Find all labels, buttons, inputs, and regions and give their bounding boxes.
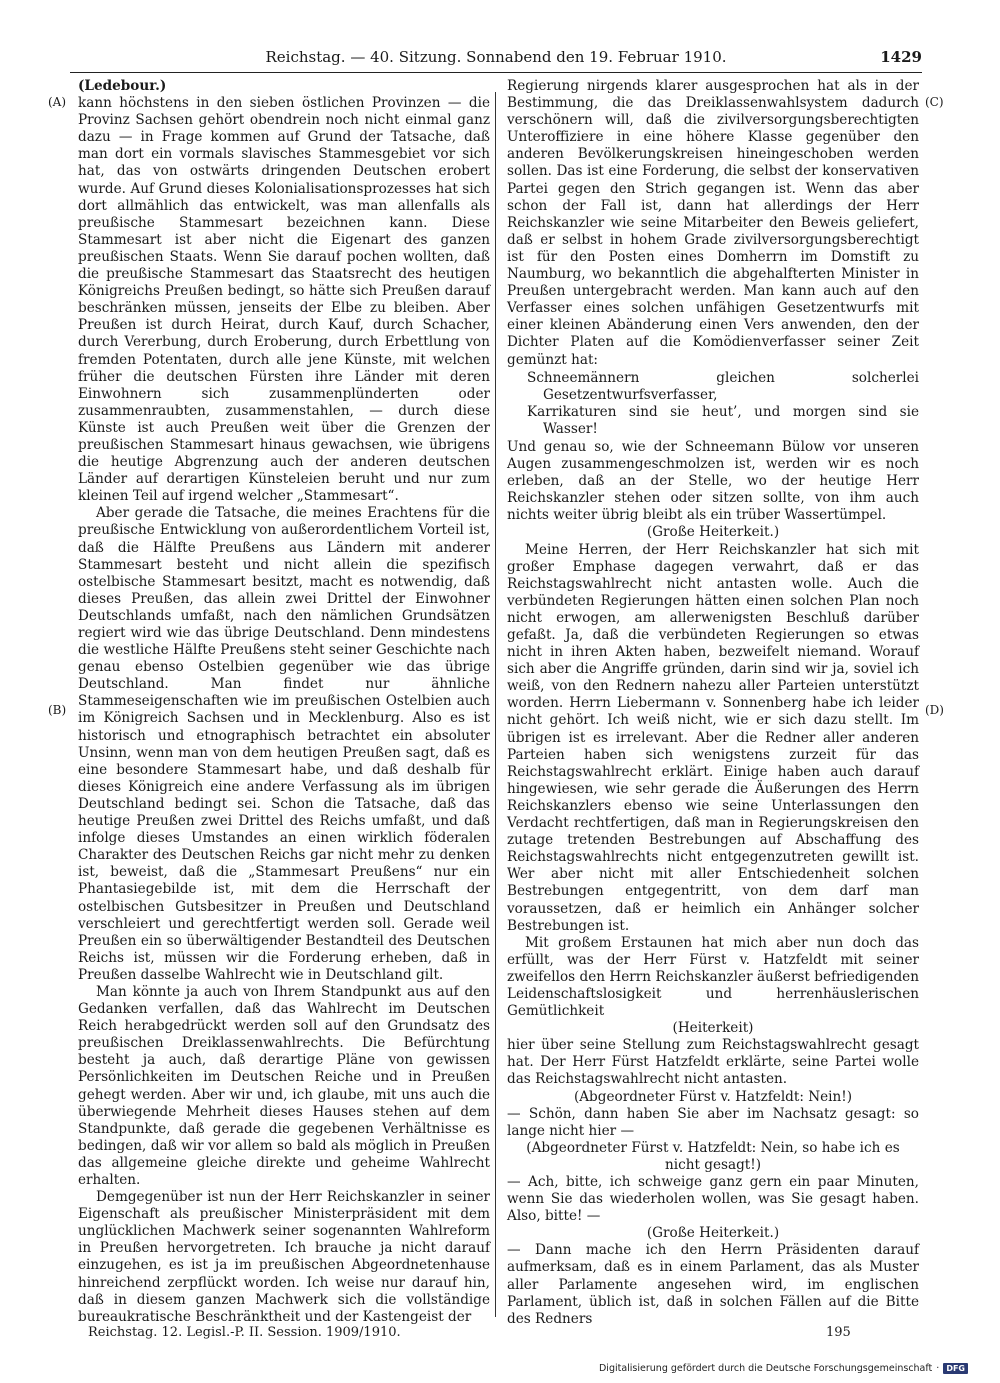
paragraph: — Ach, bitte, ich schweige ganz gern ein paar Minuten, wenn Sie das wiederholen wollen, was Sie gesagt haben. Also, bitte! —: [507, 1174, 919, 1225]
margin-marker-b: (B): [48, 703, 67, 717]
paragraph: Aber gerade die Tatsache, die meines Erachtens für die preußische Entwicklung von außerordentlichem Vorteil ist, daß die Hälfte Preußens aus Ländern mit anderer Stammesart besteht und nicht allein die spezifisch ostelbische Stammesart besitzt, macht es notwendig, daß dieses Preußen, das allein zwei Drittel der Einwohner Deutschlands umfaßt, nach den nämlichen Grundsätzen regiert wird wie das übrige Deutschland. Denn mindestens die westliche Hälfte Preußens steht seiner Geschichte nach genau ebenso Ostelbien gegenüber wie das übrige Deutschland. Man findet nur ähnliche Stammeseigenschaften wie im preußischen Ostelbien auch im Königreich Sachsen und in Mecklenburg. Also es ist historisch und etnographisch betrachtet ein absoluter Unsinn, wenn man von dem heutigen Preußen sagt, daß es eine besondere Stammesart habe, und daß deshalb für dieses Königreich eine andere Verfassung als im übrigen Deutschland bedingt sei. Schon die Tatsache, daß das heutige Preußen zwei Drittel des Reichs umfaßt, und daß infolge dieses Umstandes an einen wirklich föderalen Charakter des Deutschen Reichs gar nicht mehr zu denken ist, beweist, daß die „Stammesart Preußens“ nur ein Phantasiegebilde ist, mit dem die Herrschaft der ostelbischen Gutsbesitzer in Preußen und Deutschland verschleiert und gerechtfertigt werden soll. Gerade weil Preußen ein so überwältigender Bestandteil des Deutschen Reichs ist, müssen wir die Forderung erheben, daß in Preußen dasselbe Wahlrecht wie in Deutschland gilt.: [78, 505, 490, 983]
interjection: (Große Heiterkeit.): [646, 1225, 780, 1242]
paragraph: Demgegenüber ist nun der Herr Reichskanzler in seiner Eigenschaft als preußischer Ministerpräsident mit dem unglücklichen Machwerk seiner sogenannten Wahlreform in Preußen hervorgetreten. Ich brauche ja nicht darauf einzugehen, es ist ja im preußischen Abgeordnetenhause hinreichend zerpflückt worden. Ich weise nur darauf hin, daß in diesem ganzen Machwerk sich die vollständige bureaukratische Beschränktheit und der Kastengeist der: [78, 1189, 490, 1325]
margin-marker-a: (A): [48, 95, 67, 109]
paragraph: hier über seine Stellung zum Reichstagswahlrecht gesagt hat. Der Herr Fürst Hatzfeldt erklärte, seine Partei wolle das Reichstagswahlrecht nicht antasten.: [507, 1037, 919, 1088]
paragraph: Regierung nirgends klarer ausgesprochen hat als in der Bestimmung, die das Dreiklassenwahlsystem dadurch verschönern will, daß die zivilversorgungsberechtigten Unteroffiziere in eine höhere Klasse gegenüber den anderen Bevölkerungskreisen hineingeschoben werden sollen. Das ist eine Forderung, die selbst der konservativen Partei gegen den Strich gegangen ist. Wenn das aber schon der Fall ist, dann hat allerdings der Herr Reichskanzler wie seine Mitarbeiter den Beweis geliefert, daß er selbst in hohem Grade zivilversorgungsberechtigt ist für den Posten eines Domherrn im Domstift zu Naumburg, wo bekanntlich die abgehalfterten Minister in Preußen untergebracht werden. Man kann auch auf den Verfasser eines solchen unfähigen Gesetzentwurfs mit einer kleinen Abänderung einen Vers anwenden, den der Dichter Platen auf die Komödienverfasser seiner Zeit gemünzt hat:: [507, 78, 919, 368]
left-column: [78, 78, 490, 1326]
footer-session-info: Reichstag. 12. Legisl.-P. II. Session. 1909/1910.: [88, 1325, 401, 1340]
paragraph: — Schön, dann haben Sie aber im Nachsatz gesagt: so lange nicht hier —: [507, 1105, 919, 1139]
digitization-credit: Digitalisierung gefördert durch die Deutsche Forschungsgemeinschaft · DFG: [599, 1363, 968, 1374]
page-number: 1429: [880, 48, 922, 66]
page-header: [70, 46, 922, 73]
right-column: [507, 78, 919, 1328]
speaker-name: (Ledebour.): [78, 78, 167, 94]
footer-signature: 195: [826, 1325, 851, 1340]
verse-line: Karrikaturen sind sie heut’, und morgen sind sie Wasser!: [527, 403, 919, 437]
verse-line: Schneemännern gleichen solcherlei Gesetzentwurfsverfasser,: [527, 369, 919, 403]
paragraph: — Dann mache ich den Herrn Präsidenten darauf aufmerksam, daß es in einem Parlament, das als Muster aller Parlamente angesehen wird, im englischen Parlament, üblich ist, daß in solchen Fällen auf die Bitte des Redners: [507, 1242, 919, 1327]
paragraph: Und genau so, wie der Schneemann Bülow vor unseren Augen zusammengeschmolzen ist, werden wir es noch erleben, daß an der Stelle, wo der heutige Herr Reichskanzler stehen oder sitzen sollte, von ihm auch nichts weiter übrig bleibt als ein trüber Wassertümpel.: [507, 438, 919, 524]
interjection: (Abgeordneter Fürst v. Hatzfeldt: Nein!): [573, 1088, 853, 1105]
paragraph: Man könnte ja auch von Ihrem Standpunkt aus auf den Gedanken verfallen, daß das Wahlrecht im Deutschen Reich herabgedrückt werden soll auf den Grundsatz des preußischen Dreiklassenwahlrechts. Die Befürchtung besteht ja auch, daß derartige Pläne von gewissen Persönlichkeiten im Deutschen Reiche und in Preußen gehegt werden. Aber wir und, ich glaube, mit uns auch die überwiegende Mehrheit dieses Hauses stehen auf dem Standpunkte, daß gerade die gegebenen Verhältnisse es bedingen, daß wir vor allem so bald als möglich in Preußen das allgemeine gleiche direkte und geheime Wahlrecht erhalten.: [78, 983, 490, 1188]
credit-text: Digitalisierung gefördert durch die Deutsche Forschungsgemeinschaft: [598, 1363, 933, 1374]
interjection: (Große Heiterkeit.): [646, 524, 780, 541]
margin-marker-d: (D): [925, 703, 944, 717]
header-title: Reichstag. — 40. Sitzung. Sonnabend den 19. Februar 1910.: [265, 48, 727, 66]
interjection: (Abgeordneter Fürst v. Hatzfeldt: Nein, so habe ich es nicht gesagt!): [526, 1139, 900, 1173]
paragraph: Meine Herren, der Herr Reichskanzler hat sich mit großer Emphase dagegen verwahrt, daß er das Reichstagswahlrecht nicht antasten wolle. Auch die verbündeten Regierungen hätten einen solchen Plan noch nicht erwogen, am allerwenigsten Beschluß darüber gefaßt. Ja, daß die verbündeten Regierungen so etwas nicht in ihren Akten haben, bezweifelt niemand. Worauf sich aber die Angriffe gründen, darin sind wir ja, soviel ich weiß, von den Rednern nahezu aller Parteien unterstützt worden. Herrn Liebermann v. Sonnenberg habe ich leider nicht gehört. Ich weiß nicht, wie er sich dazu stellt. Im übrigen ist es irrelevant. Aber die Redner aller anderen Parteien haben sich wenigstens zurzeit für das Reichstagswahlrecht erklärt. Einige haben auch darauf hingewiesen, wie sehr gerade die Äußerungen des Herrn Reichskanzlers ebenso wie seine Unterlassungen den Verdacht rechtfertigen, daß man in Regierungskreisen den zutage tretenden Bestrebungen auf Abschaffung des Reichstagswahlrechts nicht entgegenzutreten gewillt ist. Wer aber nicht mit aller Entschiedenheit solchen Bestrebungen entgegentritt, von dem darf man voraussetzen, daß er heimlich ein Anhänger solcher Bestrebungen ist.: [507, 541, 919, 934]
paragraph: kann höchstens in den sieben östlichen Provinzen — die Provinz Sachsen gehört obendrein noch nicht einmal ganz dazu — in Frage kommen auf Grund der Tatsache, daß man dort ein vormals slavisches Stammesgebiet vor sich hat, das von ostwärts dringenden Deutschen erobert wurde. Auf Grund dieses Kolonialisationsprozesses hat sich dort allmählich das entwickelt, was man allenfalls als preußische Stammesart bezeichnen kann. Diese Stammesart ist aber nicht die Eigenart des ganzen preußischen Staats. Wenn Sie darauf pochen wollten, daß die preußische Stammesart das Staatsrecht des heutigen Königreichs Preußen bedingt, so hätte sich Preußen darauf beschränken müssen, jenseits der Elbe zu bleiben. Aber Preußen ist durch Heirat, durch Kauf, durch Schacher, durch Vererbung, durch Eroberung, durch Erbettlung von fremden Potentaten, durch alle jene Künste, mit welchen früher die deutschen Fürsten ihre Länder mit deren Einwohnern sich zusammenplünderten oder zusammenraubten, zusammenstahlen, — durch diese Künste ist auch Preußen weit über die Grenzen der preußischen Stammesart hinaus gewachsen, wie übrigens die heutige Abgrenzung auch der anderen deutschen Länder auf derartigen Künsteleien beruht und nur zum kleinen Teil auf irgend welcher „Stammesart“.: [78, 95, 490, 505]
interjection: (Heiterkeit): [672, 1020, 754, 1037]
paragraph: Mit großem Erstaunen hat mich aber nun doch das erfüllt, was der Herr Fürst v. Hatzfeldt mit seiner zweifellos den Herrn Reichskanzler äußerst befriedigenden Leidenschaftslosigkeit und herrenhäuslerischen Gemütlichkeit: [507, 934, 919, 1020]
margin-marker-c: (C): [925, 95, 944, 109]
dfg-logo-icon: DFG: [943, 1363, 968, 1374]
column-divider: [495, 92, 496, 1317]
verse-quote: [507, 370, 919, 438]
